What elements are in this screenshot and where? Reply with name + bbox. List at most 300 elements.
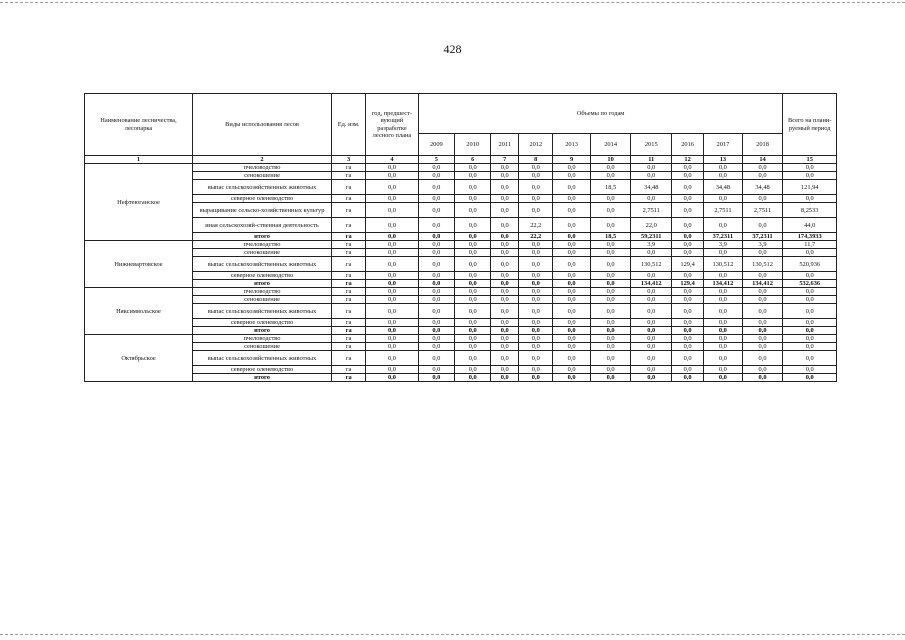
forestry-name: Няксимвольское [85,288,193,335]
year-value: 0,0 [553,288,590,296]
period-total: 520,936 [783,257,837,272]
forest-use-type: сенокошение [193,249,332,257]
plan-year-value: 0,0 [366,343,418,351]
year-value: 0,0 [455,351,491,366]
scan-edge-bottom [0,634,905,635]
table-row [85,319,837,327]
year-value: 0,0 [455,319,491,327]
column-number: 10 [590,156,631,164]
forest-use-type: сенокошение [193,172,332,180]
year-value: 0,0 [455,288,491,296]
year-value: 0,0 [704,288,743,296]
plan-year-value: 0,0 [366,351,418,366]
year-value: 0,0 [553,327,590,335]
column-number: 7 [491,156,519,164]
year-value: 0,0 [491,280,519,288]
year-value: 0,0 [704,351,743,366]
year-value: 134,412 [704,280,743,288]
year-value: 0,0 [704,335,743,343]
year-value: 130,512 [631,257,672,272]
year-value: 0,0 [742,327,783,335]
year-value: 0,0 [519,195,553,203]
year-value: 0,0 [455,280,491,288]
year-value: 0,0 [455,164,491,172]
table-row [85,296,837,304]
year-value: 0,0 [455,249,491,257]
plan-year-value: 0,0 [366,172,418,180]
unit-cell: га [332,296,366,304]
period-total: 0,0 [783,172,837,180]
table-row [85,172,837,180]
column-number: 6 [455,156,491,164]
year-value: 0,0 [553,304,590,319]
year-value: 0,0 [553,319,590,327]
year-value: 0,0 [418,272,454,280]
year-value: 18,5 [590,233,631,241]
year-value: 0,0 [631,164,672,172]
year-value: 0,0 [519,172,553,180]
year-value: 0,0 [631,374,672,382]
year-value: 0,0 [672,241,704,249]
unit-cell: га [332,366,366,374]
year-value: 34,48 [704,180,743,195]
header-plan-year: год, предшест-вующий разработке лесного плана [366,94,418,156]
table-row [85,272,837,280]
year-value: 0,0 [418,327,454,335]
year-value: 0,0 [631,172,672,180]
year-value: 0,0 [418,374,454,382]
header-year: 2012 [519,134,553,156]
table-row [85,203,837,218]
header-forestry: Наименование лесничества, лесопарка [85,94,193,156]
year-value: 0,0 [672,195,704,203]
table-row [85,218,837,233]
year-value: 134,412 [742,280,783,288]
year-value: 0,0 [491,249,519,257]
period-total: 0,0 [783,327,837,335]
plan-year-value: 0,0 [366,288,418,296]
column-number: 1 [85,156,193,164]
year-value: 0,0 [519,343,553,351]
year-value: 129,4 [672,280,704,288]
year-value: 0,0 [742,195,783,203]
table-row [85,249,837,257]
year-value: 0,0 [672,319,704,327]
unit-cell: га [332,304,366,319]
year-value: 0,0 [455,203,491,218]
year-value: 0,0 [631,319,672,327]
year-value: 0,0 [553,374,590,382]
year-value: 0,0 [631,195,672,203]
year-value: 2,7511 [704,203,743,218]
header-year: 2018 [742,134,783,156]
header-use: Виды использования лесов [193,94,332,156]
period-total: 0,0 [783,335,837,343]
year-value: 0,0 [631,288,672,296]
year-value: 0,0 [590,249,631,257]
period-total: 0,0 [783,374,837,382]
forest-use-type: пчеловодство [193,164,332,172]
table-row [85,351,837,366]
table-row [85,343,837,351]
unit-cell: га [332,233,366,241]
year-value: 0,0 [455,374,491,382]
year-value: 0,0 [672,249,704,257]
year-value: 0,0 [742,249,783,257]
year-value: 0,0 [553,180,590,195]
forestry-name: Нижневартовское [85,241,193,288]
forest-use-type: сенокошение [193,296,332,304]
year-value: 0,0 [491,241,519,249]
plan-year-value: 0,0 [366,203,418,218]
year-value: 0,0 [672,218,704,233]
header-year: 2015 [631,134,672,156]
year-value: 0,0 [418,366,454,374]
table-row [85,304,837,319]
header-year: 2016 [672,134,704,156]
header-year: 2010 [455,134,491,156]
table-row [85,366,837,374]
year-value: 130,512 [742,257,783,272]
forest-use-type: пчеловодство [193,335,332,343]
year-value: 0,0 [590,164,631,172]
header-year: 2013 [553,134,590,156]
year-value: 0,0 [519,335,553,343]
column-number: 9 [553,156,590,164]
year-value: 0,0 [672,366,704,374]
table-row [85,374,837,382]
year-value: 0,0 [491,335,519,343]
year-value: 0,0 [553,335,590,343]
year-value: 0,0 [553,351,590,366]
year-value: 3,9 [742,241,783,249]
year-value: 0,0 [742,366,783,374]
forest-use-type: выпас сельскохозяйственных животных [193,304,332,319]
year-value: 130,512 [704,257,743,272]
unit-cell: га [332,195,366,203]
unit-cell: га [332,180,366,195]
year-value: 0,0 [742,304,783,319]
year-value: 0,0 [491,351,519,366]
year-value: 0,0 [742,296,783,304]
year-value: 22,0 [631,218,672,233]
unit-cell: га [332,374,366,382]
plan-year-value: 0,0 [366,164,418,172]
year-value: 0,0 [418,233,454,241]
period-total: 8,2533 [783,203,837,218]
forest-use-type: итого [193,280,332,288]
column-number: 5 [418,156,454,164]
page-number: 428 [443,42,462,56]
forest-use-type: итого [193,233,332,241]
year-value: 0,0 [742,351,783,366]
table-row [85,335,837,343]
year-value: 0,0 [672,351,704,366]
period-total: 0,0 [783,195,837,203]
forest-use-type: северное оленеводство [193,195,332,203]
year-value: 0,0 [742,172,783,180]
year-value: 0,0 [553,241,590,249]
forest-use-type: выращивание сельско-хозяйственных культур [193,203,332,218]
year-value: 0,0 [455,327,491,335]
year-value: 0,0 [418,319,454,327]
year-value: 0,0 [519,272,553,280]
year-value: 0,0 [553,296,590,304]
year-value: 0,0 [519,257,553,272]
period-total: 11,7 [783,241,837,249]
year-value: 0,0 [590,327,631,335]
year-value: 0,0 [418,249,454,257]
year-value: 0,0 [631,304,672,319]
year-value: 0,0 [491,343,519,351]
year-value: 0,0 [672,296,704,304]
year-value: 0,0 [418,351,454,366]
forest-use-type: пчеловодство [193,241,332,249]
year-value: 0,0 [742,335,783,343]
year-value: 0,0 [590,335,631,343]
year-value: 0,0 [519,203,553,218]
year-value: 0,0 [742,272,783,280]
unit-cell: га [332,319,366,327]
year-value: 0,0 [455,195,491,203]
year-value: 0,0 [418,164,454,172]
year-value: 0,0 [631,343,672,351]
table-row [85,164,837,172]
year-value: 0,0 [455,241,491,249]
year-value: 0,0 [418,280,454,288]
table-row [85,257,837,272]
year-value: 22,2 [519,233,553,241]
period-total: 0,0 [783,272,837,280]
year-value: 0,0 [519,180,553,195]
period-total: 0,0 [783,343,837,351]
column-number: 14 [742,156,783,164]
year-value: 0,0 [519,374,553,382]
year-value: 0,0 [553,203,590,218]
period-total: 0,0 [783,366,837,374]
unit-cell: га [332,241,366,249]
year-value: 0,0 [553,343,590,351]
year-value: 0,0 [631,272,672,280]
year-value: 0,0 [742,218,783,233]
year-value: 0,0 [491,374,519,382]
year-value: 0,0 [455,366,491,374]
year-value: 0,0 [590,351,631,366]
year-value: 0,0 [672,233,704,241]
period-total: 44,0 [783,218,837,233]
period-total: 0,0 [783,304,837,319]
year-value: 0,0 [519,319,553,327]
year-value: 0,0 [590,296,631,304]
year-value: 0,0 [590,218,631,233]
year-value: 22,2 [519,218,553,233]
forest-use-type: выпас сельскохозяйственных животных [193,180,332,195]
year-value: 0,0 [553,249,590,257]
header-volumes: Объемы по годам [418,94,783,134]
unit-cell: га [332,249,366,257]
year-value: 0,0 [631,351,672,366]
year-value: 34,48 [631,180,672,195]
plan-year-value: 0,0 [366,249,418,257]
year-value: 0,0 [590,366,631,374]
year-value: 0,0 [590,343,631,351]
forest-use-type: иная сельскохозяй-ственная деятельность [193,218,332,233]
year-value: 0,0 [491,257,519,272]
forest-use-type: северное оленеводство [193,319,332,327]
period-total: 0,0 [783,319,837,327]
year-value: 0,0 [455,272,491,280]
year-value: 0,0 [455,335,491,343]
year-value: 0,0 [455,172,491,180]
year-value: 0,0 [672,343,704,351]
year-value: 34,48 [742,180,783,195]
year-value: 0,0 [590,272,631,280]
year-value: 0,0 [553,164,590,172]
year-value: 0,0 [742,343,783,351]
column-number: 4 [366,156,418,164]
plan-year-value: 0,0 [366,296,418,304]
year-value: 0,0 [491,233,519,241]
year-value: 0,0 [672,327,704,335]
column-number: 2 [193,156,332,164]
column-number: 15 [783,156,837,164]
year-value: 0,0 [455,257,491,272]
column-number: 11 [631,156,672,164]
year-value: 0,0 [418,335,454,343]
year-value: 0,0 [590,288,631,296]
year-value: 0,0 [631,327,672,335]
year-value: 0,0 [519,366,553,374]
year-value: 0,0 [704,164,743,172]
year-value: 0,0 [590,374,631,382]
forest-use-type: выпас сельскохозяйственных животных [193,257,332,272]
year-value: 0,0 [590,241,631,249]
table-row [85,180,837,195]
year-value: 0,0 [491,172,519,180]
year-value: 0,0 [418,257,454,272]
year-value: 0,0 [418,195,454,203]
year-value: 0,0 [590,319,631,327]
plan-year-value: 0,0 [366,218,418,233]
year-value: 0,0 [742,288,783,296]
header-year: 2014 [590,134,631,156]
forest-use-type: итого [193,374,332,382]
year-value: 0,0 [418,180,454,195]
year-value: 0,0 [491,366,519,374]
period-total: 532,636 [783,280,837,288]
unit-cell: га [332,335,366,343]
year-value: 0,0 [418,218,454,233]
plan-year-value: 0,0 [366,257,418,272]
unit-cell: га [332,257,366,272]
plan-year-value: 0,0 [366,272,418,280]
year-value: 0,0 [631,335,672,343]
period-total: 0,0 [783,164,837,172]
year-value: 0,0 [491,304,519,319]
period-total: 0,0 [783,288,837,296]
year-value: 0,0 [672,203,704,218]
year-value: 0,0 [672,180,704,195]
year-value: 0,0 [519,280,553,288]
year-value: 0,0 [631,366,672,374]
scan-edge-top [0,2,905,3]
forest-use-volumes-table [84,93,837,382]
year-value: 0,0 [455,296,491,304]
year-value: 0,0 [704,374,743,382]
year-value: 0,0 [704,272,743,280]
year-value: 0,0 [519,249,553,257]
year-value: 37,2311 [742,233,783,241]
year-value: 0,0 [590,304,631,319]
year-value: 0,0 [455,233,491,241]
year-value: 0,0 [491,195,519,203]
unit-cell: га [332,164,366,172]
year-value: 0,0 [672,335,704,343]
year-value: 0,0 [590,280,631,288]
forest-use-type: сенокошение [193,343,332,351]
year-value: 18,5 [590,180,631,195]
year-value: 0,0 [491,296,519,304]
forest-use-type: северное оленеводство [193,272,332,280]
table-row [85,233,837,241]
period-total: 121,94 [783,180,837,195]
header-year: 2011 [491,134,519,156]
year-value: 129,4 [672,257,704,272]
period-total: 0,0 [783,296,837,304]
year-value: 0,0 [672,164,704,172]
year-value: 0,0 [455,304,491,319]
year-value: 37,2311 [704,233,743,241]
year-value: 0,0 [704,304,743,319]
table-row [85,288,837,296]
year-value: 0,0 [455,218,491,233]
plan-year-value: 0,0 [366,366,418,374]
table-row [85,241,837,249]
year-value: 0,0 [590,203,631,218]
year-value: 0,0 [491,272,519,280]
unit-cell: га [332,288,366,296]
year-value: 0,0 [672,304,704,319]
header-total: Всего на плани-руемый период [783,94,837,156]
forest-use-type: северное оленеводство [193,366,332,374]
year-value: 0,0 [742,164,783,172]
year-value: 3,9 [631,241,672,249]
plan-year-value: 0,0 [366,304,418,319]
year-value: 0,0 [491,218,519,233]
year-value: 0,0 [704,249,743,257]
year-value: 0,0 [553,195,590,203]
column-number: 8 [519,156,553,164]
forestry-name: Нефтеюганское [85,164,193,241]
year-value: 0,0 [491,319,519,327]
year-value: 0,0 [553,280,590,288]
plan-year-value: 0,0 [366,335,418,343]
year-value: 0,0 [704,327,743,335]
year-value: 0,0 [418,241,454,249]
unit-cell: га [332,203,366,218]
year-value: 0,0 [519,164,553,172]
year-value: 0,0 [631,296,672,304]
year-value: 0,0 [519,327,553,335]
year-value: 0,0 [418,296,454,304]
table-row [85,280,837,288]
year-value: 0,0 [519,296,553,304]
header-unit: Ед. изм. [332,94,366,156]
year-value: 0,0 [704,172,743,180]
year-value: 0,0 [553,257,590,272]
period-total: 0,0 [783,249,837,257]
year-value: 3,9 [704,241,743,249]
